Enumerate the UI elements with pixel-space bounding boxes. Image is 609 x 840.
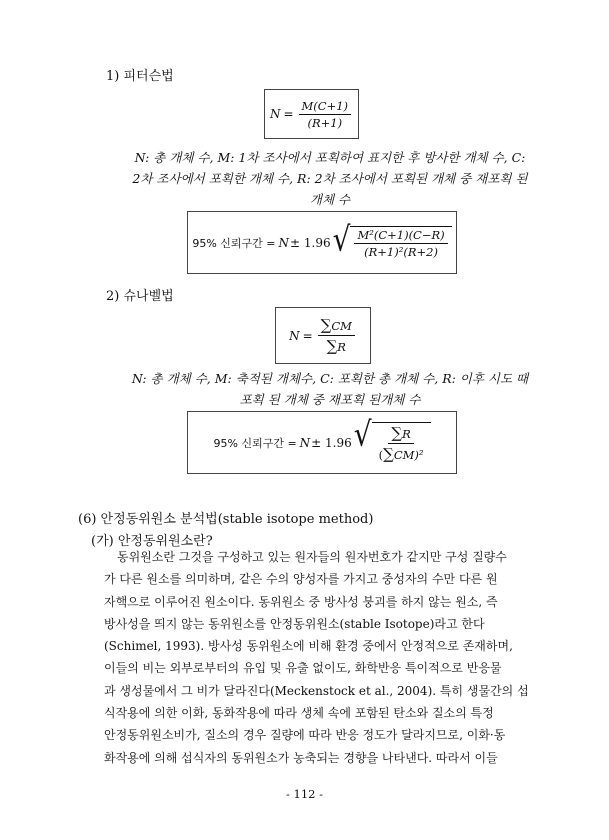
para-line: (Schimel, 1993). 방사성 동위원소에 비해 환경 중에서 안정적으로 존재하며, [104, 639, 513, 654]
sqrt-icon: √ $\frac{\sum R}{\text{(∑CM)²}}$ [354, 422, 431, 463]
formula-eq: = [302, 328, 313, 343]
ci-denominator: CM)² [393, 448, 424, 462]
para-line: 과 생성물에서 그 비가 달라진다(Meckenstock et al., 2004). 특히 생물간의 섭 [104, 683, 529, 698]
sum-icon: ∑ [320, 316, 332, 334]
ci-fraction [376, 424, 427, 463]
formula-eq: = [283, 107, 294, 121]
paren: ( [378, 448, 384, 462]
ci-pm: ± 1.96 [311, 435, 352, 450]
schnabel-formula [276, 308, 370, 363]
para-line: 이들의 비는 외부로부터의 유입 및 유출 없이도, 화학반응 특이적으로 반응물 [104, 661, 502, 676]
para-line: 가 다른 원소를 의미하며, 같은 수의 양성자를 가지고 중성자의 수만 다른 원 [104, 572, 498, 587]
section-heading-stable-isotope: (6) 안정동위원소 분석법(stable isotope method) [78, 512, 374, 527]
formula-lhs: N [269, 107, 281, 121]
para-line: 안정동위원소비가, 질소의 경우 질량에 따라 반응 정도가 달라지므로, 이화·동 [104, 728, 506, 743]
sum-icon: ∑ [383, 445, 394, 463]
section-heading-schnabel: 2) 슈나벨법 [106, 289, 174, 304]
schnabel-ci-formula [188, 412, 456, 473]
ci-lhs: N [278, 235, 290, 250]
ci-pm: ± 1.96 [290, 235, 331, 250]
page-number: - 112 - [285, 787, 324, 801]
para-line: 방사성을 띄지 않는 동위원소를 안정동위원소(stable Isotope)라고 한다 [104, 616, 485, 631]
subheading-stable-isotope: (가) 안정동위원소란? [91, 534, 213, 549]
sqrt-icon: √ $\frac{\text{M²(C+1)(C−R)}}{\text{(R+1)²(R+2)}}$ [333, 226, 452, 259]
ci-prefix: 95% 신뢰구간 = [213, 436, 297, 450]
ci-prefix: 95% 신뢰구간 = [192, 236, 276, 250]
ci-lhs: N [299, 435, 311, 450]
schnabel-formula-box [275, 307, 371, 364]
para-line: 자핵으로 이루어진 원소이다. 동위원소 중 방사성 붕괴를 하지 않는 원소, 즉 [104, 594, 498, 609]
ci-fraction [354, 228, 447, 259]
formula-fraction [318, 316, 355, 355]
formula-numerator: CM [331, 319, 352, 333]
schnabel-description [100, 368, 560, 410]
formula-denominator: (R+1) [307, 115, 343, 130]
petersen-formula [265, 90, 358, 138]
formula-fraction [299, 99, 352, 130]
schnabel-ci-box [187, 411, 457, 474]
ci-numerator: M²(C+1)(C−R) [354, 228, 447, 244]
formula-denominator: R [337, 340, 346, 354]
desc-line: N: 총 개체 수, M: 1차 조사에서 포획하여 표지한 후 방사한 개체 수, C: [134, 150, 526, 165]
para-line: 동위원소란 그것을 구성하고 있는 원자들의 원자번호가 같지만 구성 질량수 [117, 550, 507, 564]
para-line: 식작용에 의한 이화, 동화작용에 따라 생체 속에 포함된 탄소와 질소의 특정 [104, 706, 494, 721]
desc-line: N: 총 개체 수, M: 축적된 개체수, C: 포획한 총 개체 수, R: 이후 시도 때 [131, 371, 529, 386]
petersen-ci-box [187, 211, 457, 274]
desc-line: 포획 된 개체 중 재포획 된개체 수 [239, 392, 421, 407]
formula-lhs: N [289, 328, 300, 343]
sum-icon: ∑ [391, 424, 403, 442]
sum-icon: ∑ [326, 337, 338, 355]
petersen-description [100, 147, 560, 210]
petersen-formula-box [264, 89, 359, 139]
ci-numerator: R [402, 427, 411, 441]
formula-numerator: M(C+1) [299, 99, 352, 115]
body-paragraph [104, 546, 545, 769]
desc-line: 개체 수 [309, 192, 351, 207]
ci-denominator: (R+1)²(R+2) [364, 245, 438, 259]
petersen-ci-formula [188, 212, 456, 273]
desc-line: 2차 조사에서 포획한 개체 수, R: 2차 조사에서 포획된 개체 중 재포획 된 [132, 171, 528, 186]
para-line: 화작용에 의해 섭식자의 동위원소가 농축되는 경향을 나타낸다. 따라서 이들 [104, 750, 498, 765]
section-heading-petersen: 1) 피터슨법 [106, 69, 174, 84]
